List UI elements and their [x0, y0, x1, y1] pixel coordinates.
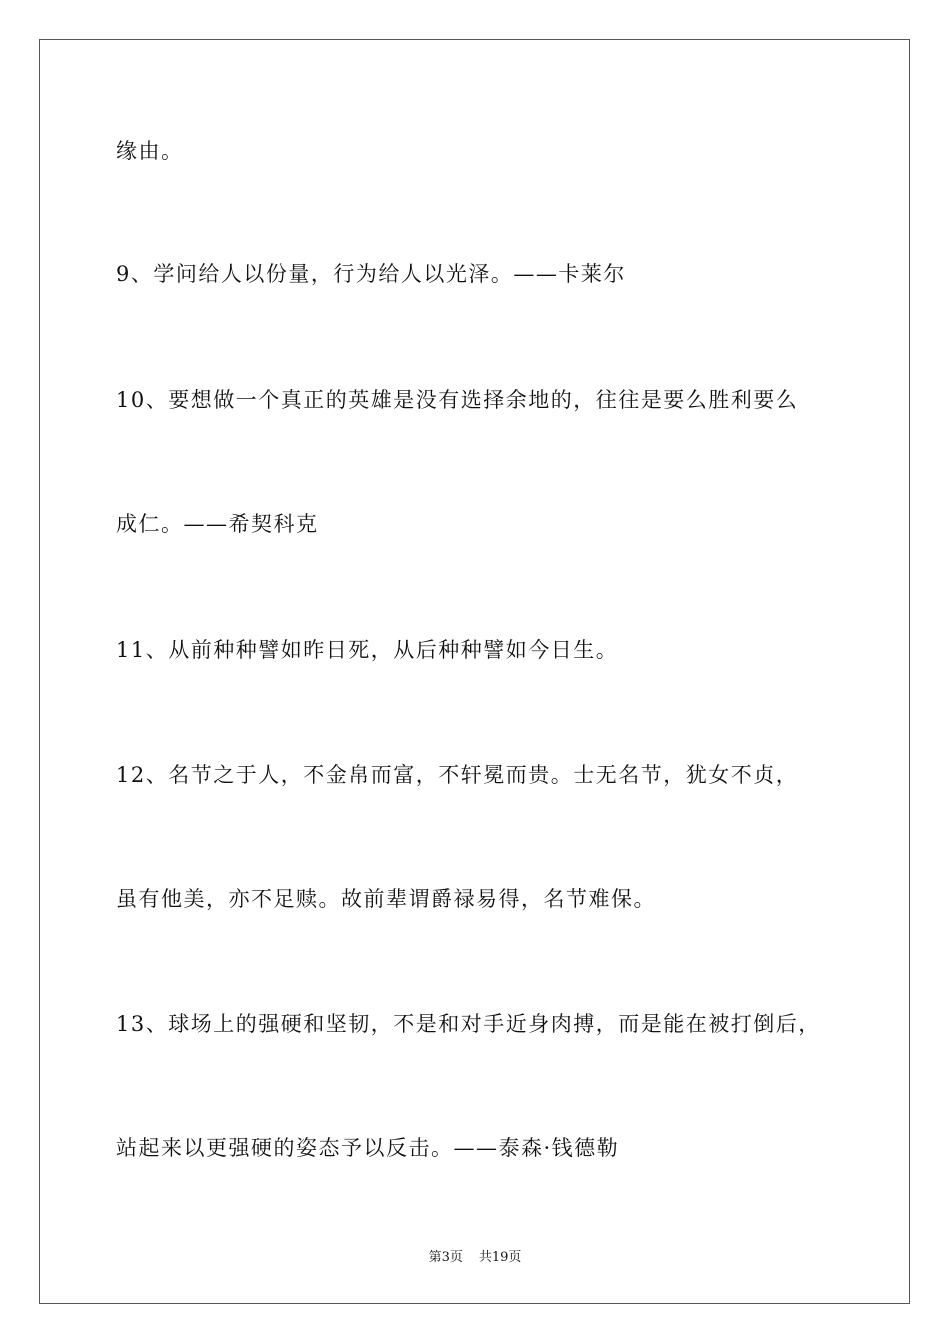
page-footer	[0, 1249, 950, 1267]
quote-13-line-1: 13、球场上的强硬和坚韧，不是和对手近身肉搏，而是能在被打倒后，	[116, 1012, 821, 1036]
quote-10-line-1: 10、要想做一个真正的英雄是没有选择余地的，往往是要么胜利要么	[116, 388, 799, 412]
page-total: 共19页	[478, 1250, 522, 1265]
quote-12-line-1: 12、名节之于人，不金帛而富，不轩冕而贵。士无名节，犹女不贞，	[116, 763, 799, 787]
quote-11: 11、从前种种譬如昨日死，从后种种譬如今日生。	[116, 638, 619, 662]
page-border	[39, 39, 910, 1304]
quote-12-line-2: 虽有他美，亦不足赎。故前辈谓爵禄易得，名节难保。	[116, 887, 656, 911]
quote-10-line-2: 成仁。——希契科克	[116, 512, 319, 536]
quote-9: 9、学问给人以份量，行为给人以光泽。——卡莱尔	[116, 262, 626, 286]
page-number: 第3页	[428, 1250, 463, 1265]
quote-13-line-2: 站起来以更强硬的姿态予以反击。——泰森·钱德勒	[116, 1136, 620, 1160]
text-line-continuation: 缘由。	[116, 139, 184, 163]
